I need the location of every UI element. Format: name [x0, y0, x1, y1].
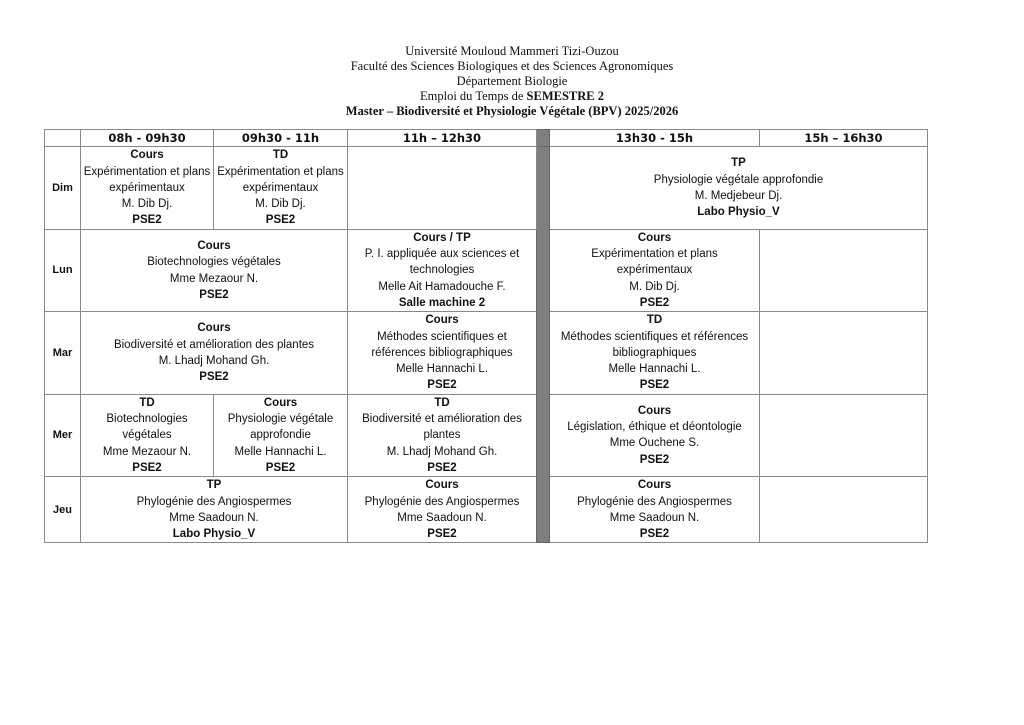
session-subject: P. I. appliquée aux sciences et technologies — [364, 248, 520, 277]
lunch-break — [537, 130, 550, 147]
session-subject: Biotechnologies végétales — [106, 413, 188, 442]
session-cell — [81, 147, 214, 229]
lunch-break — [537, 147, 550, 543]
session-subject: Phylogénie des Angiospermes — [136, 495, 292, 508]
day-row — [45, 147, 928, 229]
session-type: Cours — [637, 231, 672, 244]
session-room: PSE2 — [639, 528, 670, 541]
session-cell — [81, 312, 348, 394]
session-room: PSE2 — [427, 379, 457, 392]
session-type: Cours — [130, 149, 164, 162]
empty-cell — [760, 229, 928, 311]
session-room: PSE2 — [427, 528, 457, 541]
session-type: TD — [646, 314, 663, 327]
session-teacher: Melle Hannachi L. — [608, 363, 701, 376]
col-header: 08h - 09h30 — [81, 130, 214, 147]
session-subject: Expérimentation et plans expérimentaux — [83, 165, 211, 194]
session-subject: Biodiversité et amélioration des plantes — [113, 338, 315, 351]
session-room: Labo Physio_V — [172, 528, 256, 541]
session-room: PSE2 — [265, 214, 296, 227]
session-room: PSE2 — [639, 379, 670, 392]
university-name: Université Mouloud Mammeri Tizi-Ouzou — [405, 44, 619, 58]
session-type: TP — [206, 479, 222, 492]
session-subject: Expérimentation et plans expérimentaux — [591, 248, 718, 277]
col-header: 15h – 16h30 — [760, 130, 928, 147]
day-label: Mer — [45, 394, 81, 476]
program-title — [0, 104, 1024, 119]
session-cell — [550, 229, 760, 311]
session-teacher: M. Dib Dj. — [255, 198, 306, 211]
session-cell — [348, 394, 537, 476]
session-cell — [550, 477, 760, 543]
session-cell — [81, 229, 348, 311]
session-teacher: M. Dib Dj. — [629, 280, 680, 293]
session-type: Cours — [425, 314, 459, 327]
session-cell — [550, 394, 760, 476]
session-cell — [81, 477, 348, 543]
day-row — [45, 477, 928, 543]
session-type: Cours — [637, 479, 672, 492]
timetable — [44, 129, 928, 543]
session-room: PSE2 — [199, 371, 229, 384]
corner-cell — [45, 130, 81, 147]
session-teacher: Mme Saadoun N. — [397, 511, 487, 524]
session-cell — [348, 477, 537, 543]
session-cell — [348, 312, 537, 394]
faculty-name: Faculté des Sciences Biologiques et des Sciences Agronomiques — [350, 59, 674, 73]
day-row — [45, 312, 928, 394]
session-type: TD — [139, 396, 155, 409]
session-teacher: Melle Hannachi L. — [395, 363, 489, 376]
session-subject: Physiologie végétale approfondie — [653, 173, 824, 186]
col-header: 11h – 12h30 — [348, 130, 537, 147]
session-cell — [214, 147, 348, 229]
session-type: Cours — [197, 322, 231, 335]
session-type: Cours — [425, 479, 459, 492]
day-row — [45, 229, 928, 311]
col-header: 09h30 - 11h — [214, 130, 348, 147]
session-type: TD — [434, 396, 450, 409]
semester: SEMESTRE 2 — [526, 89, 604, 103]
empty-cell — [348, 147, 537, 229]
session-cell — [348, 229, 537, 311]
session-teacher: Mme Ouchene S. — [609, 437, 700, 450]
session-subject: Expérimentation et plans expérimentaux — [217, 165, 344, 194]
day-label: Jeu — [45, 477, 81, 543]
session-teacher: Mme Mezaour N. — [102, 445, 192, 458]
schedule-title — [0, 89, 1024, 104]
session-teacher: Mme Saadoun N. — [609, 511, 700, 524]
session-subject: Biodiversité et amélioration des plantes — [362, 413, 522, 442]
session-subject: Physiologie végétale approfondie — [227, 413, 334, 442]
session-subject: Phylogénie des Angiospermes — [364, 495, 520, 508]
session-teacher: Mme Mezaour N. — [169, 272, 259, 285]
empty-cell — [760, 394, 928, 476]
day-label: Mar — [45, 312, 81, 394]
session-subject: Méthodes scientifiques et références bibliographiques — [371, 330, 513, 359]
session-subject: Phylogénie des Angiospermes — [577, 495, 732, 508]
program: Master – Biodiversité et Physiologie Végétale (BPV) 2025/2026 — [345, 104, 679, 118]
session-teacher: M. Dib Dj. — [121, 198, 173, 211]
session-room: PSE2 — [427, 461, 457, 474]
day-label: Dim — [45, 147, 81, 229]
session-teacher: M. Lhadj Mohand Gh. — [386, 445, 498, 458]
schedule-prefix: Emploi du Temps de — [420, 89, 527, 103]
session-type: TD — [272, 149, 289, 162]
department-name: Département Biologie — [456, 74, 568, 88]
col-header: 13h30 - 15h — [550, 130, 760, 147]
session-room: PSE2 — [132, 461, 162, 474]
session-cell — [550, 147, 928, 229]
session-room: PSE2 — [199, 288, 229, 301]
session-subject: Biotechnologies végétales — [147, 256, 281, 269]
session-teacher: M. Medjebeur Dj. — [694, 190, 783, 203]
session-room: PSE2 — [265, 461, 296, 474]
session-teacher: Melle Ait Hamadouche F. — [378, 280, 506, 293]
session-room: PSE2 — [639, 453, 670, 466]
session-type: TP — [731, 157, 746, 170]
session-teacher: Melle Hannachi L. — [234, 445, 327, 458]
session-subject: Méthodes scientifiques et références bibliographiques — [560, 330, 749, 359]
session-cell — [550, 312, 760, 394]
day-label: Lun — [45, 229, 81, 311]
session-room: PSE2 — [132, 214, 162, 227]
session-room: Salle machine 2 — [398, 296, 486, 309]
session-teacher: Mme Saadoun N. — [169, 511, 259, 524]
empty-cell — [760, 477, 928, 543]
session-cell — [81, 394, 214, 476]
session-type: Cours / TP — [413, 231, 471, 244]
session-type: Cours — [637, 404, 672, 417]
session-cell — [214, 394, 348, 476]
empty-cell — [760, 312, 928, 394]
session-room: Labo Physio_V — [697, 206, 780, 219]
session-subject: Législation, éthique et déontologie — [567, 421, 742, 434]
session-room: PSE2 — [639, 296, 670, 309]
document-header — [0, 44, 1024, 119]
session-teacher: M. Lhadj Mohand Gh. — [158, 355, 270, 367]
session-type: Cours — [197, 239, 231, 252]
session-type: Cours — [263, 396, 298, 409]
day-row — [45, 394, 928, 476]
header-row — [45, 130, 928, 147]
